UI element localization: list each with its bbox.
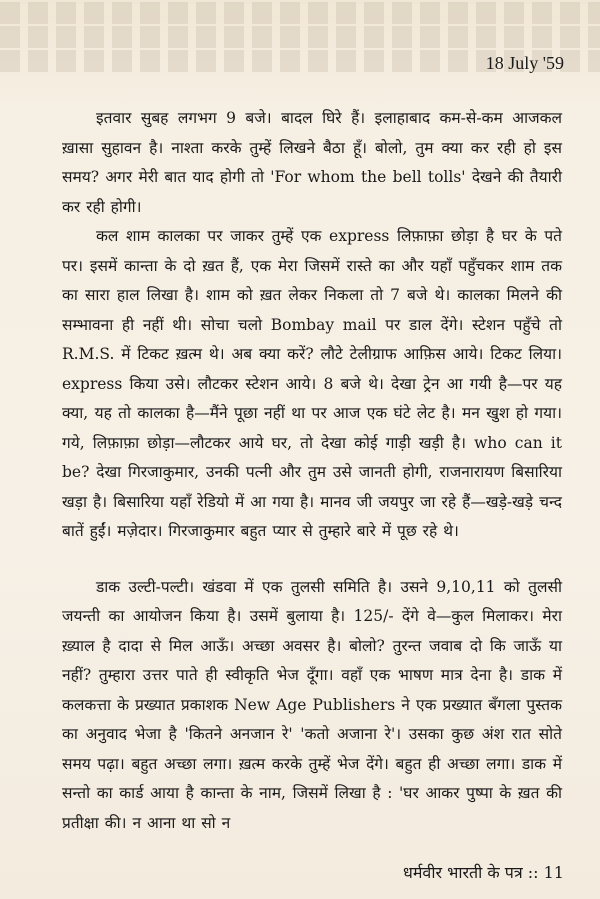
paragraph-1: इतवार सुबह लगभग 9 बजे। बादल घिरे हैं। इलाहाबाद कम-से-कम आजकल ख़ासा सुहावन है। नाश्ता करके तुम्हें लिखने बैठा हूँ। बोलो, तुम क्या कर रही हो इस समय? अगर मेरी बात याद होगी तो 'For whom the bell tolls' देखने की तैयारी कर रही होगी।: [62, 109, 562, 216]
paragraph-2: कल शाम कालका पर जाकर तुम्हें एक express लिफ़ाफ़ा छोड़ा है घर के पते पर। इसमें कान्ता के दो ख़त हैं, एक मेरा जिसमें रास्ते का और यहाँ पहुँचकर शाम तक का सारा हाल लिखा है। शाम को ख़त लेकर निकला तो 7 बजे थे। कालका मिलने की सम्भावना ही नहीं थी। सोचा चलो Bombay mail पर डाल देंगे। स्टेशन पहुँचे तो R.M.S. में टिकट ख़त्म थे। अब क्या करें? लौटे टेलीग्राफ आफ़िस आये। टिकट लिया। express किया उसे। लौटकर स्टेशन आये। 8 बजे थे। देखा ट्रेन आ गयी है—पर यह क्या, यह तो कालका है—मैंने पूछा नहीं था पर आज एक घंटे लेट है। मन खुश हो गया। गये, लिफ़ाफ़ा छोड़ा—लौटकर आये घर, तो देखा कोई गाड़ी खड़ी है। who can it be? देखा गिरजाकुमार, उनकी पत्नी और तुम उसे जानती होगी, राजनारायण बिसारिया खड़ा है। बिसारिया यहाँ रेडियो में आ गया है। मानव जी जयपुर जा रहे हैं—खड़े-खड़े चन्द बातें हुईं। मज़ेदार। गिरजाकुमार बहुत प्यार से तुम्हारे बारे में पूछ रहे थे।: [62, 227, 562, 540]
paragraph-3: डाक उल्टी-पल्टी। खंडवा में एक तुलसी समिति है। उसने 9,10,11 को तुलसी जयन्ती का आयोजन किया है। उसमें बुलाया है। 125/- देंगे वे—कुल मिलाकर। मेरा ख़्याल है दादा से मिल आऊँ। अच्छा अवसर है। बोलो? तुरन्त जवाब दो कि जाऊँ या नहीं? तुम्हारा उत्तर पाते ही स्वीकृति भेज दूँगा। वहाँ एक भाषण मात्र देना है। डाक में कलकत्ता के प्रख्यात प्रकाशक New Age Publishers ने एक प्रख्यात बँगला पुस्तक का अनुवाद भेजा है 'कितने अनजान रे' 'कतो अजाना रे'। उसका कुछ अंश रात सोते समय पढ़ा। बहुत अच्छा लगा। ख़त्म करके तुम्हें भेज देंगे। बहुत ही अच्छा लगा। डाक में सन्तो का कार्ड आया है कान्ता के नाम, जिसमें लिखा है : 'घर आकर पुष्पा के ख़त की प्रतीक्षा की। न आना था सो न: [62, 577, 562, 832]
letter-body: [62, 104, 562, 838]
page-footer: धर्मवीर भारती के पत्र :: 11: [403, 863, 564, 882]
letter-date: 18 July '59: [485, 53, 564, 73]
